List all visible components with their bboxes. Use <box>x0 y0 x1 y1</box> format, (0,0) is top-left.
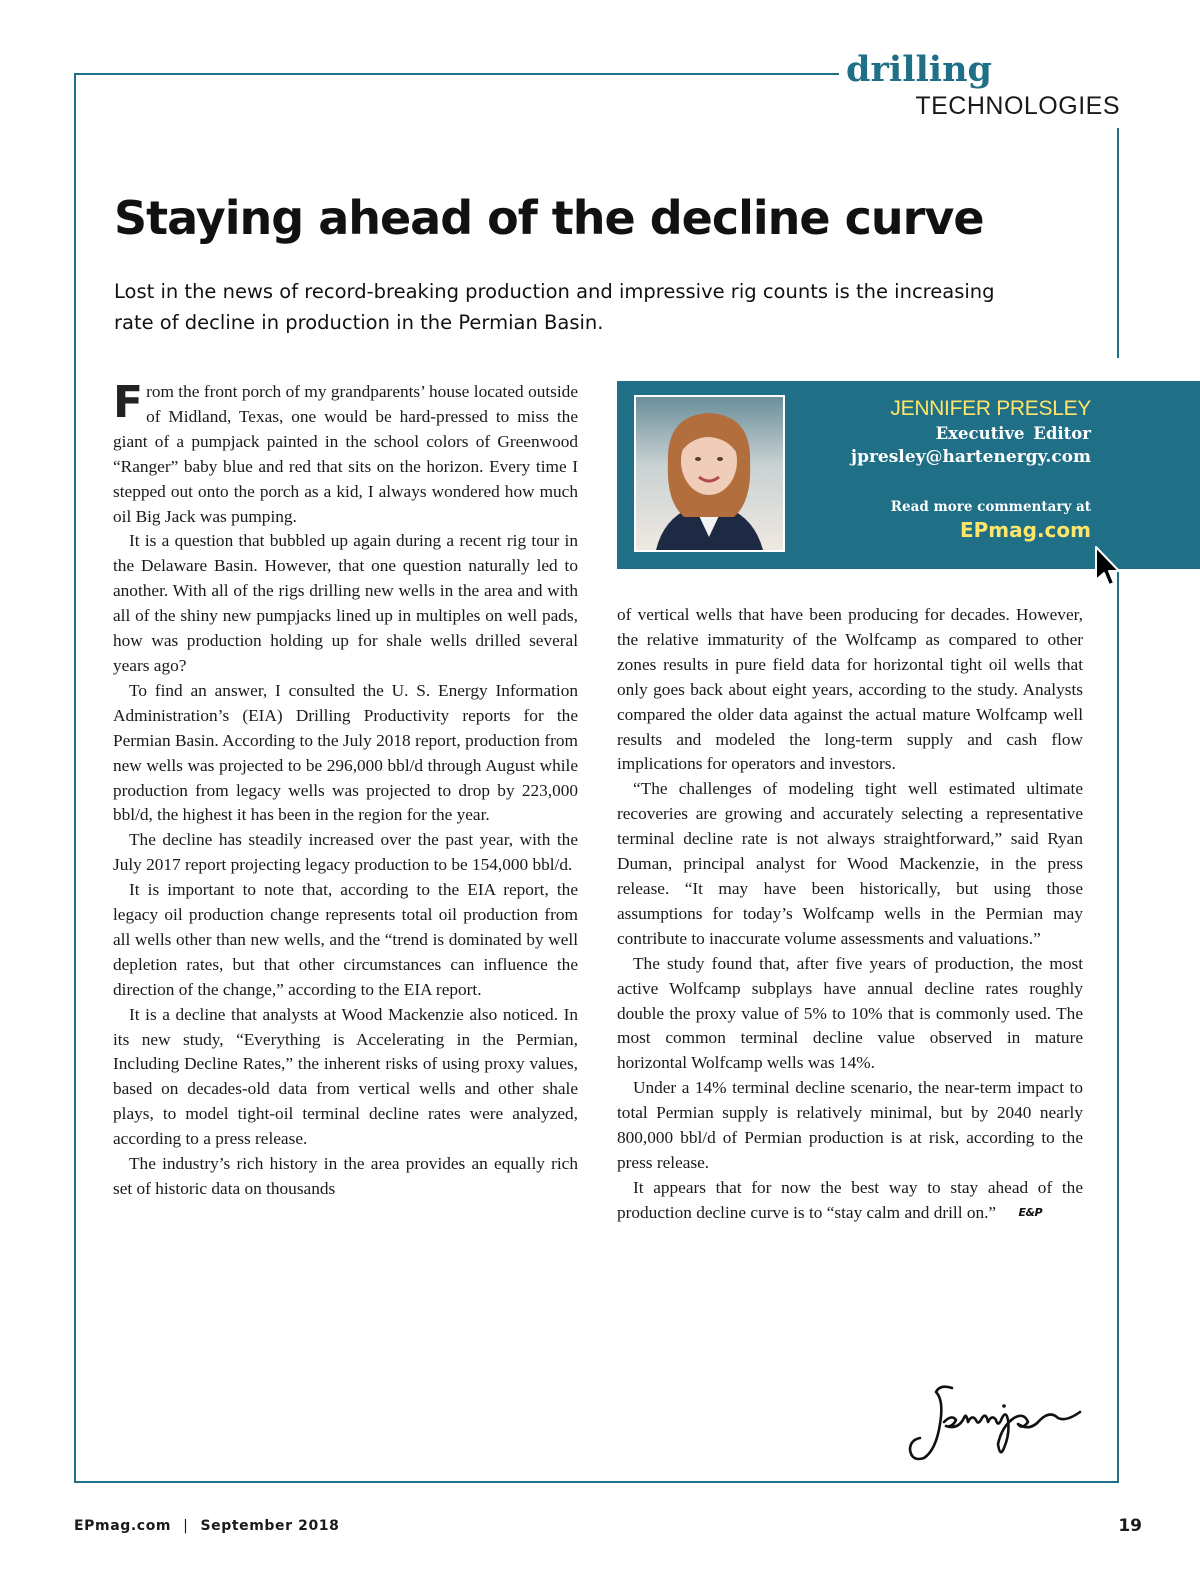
article-paragraph: From the front porch of my grandparents’ house located outside of Midland, Texas, one would be hard-pressed to miss the giant of a pumpjack painted in the school colors of Greenwood “Ranger” baby blue and red that sits on the horizon. Every time I stepped out onto the porch as a kid, I always wondered how much oil Big Jack was pumping. <box>113 377 578 526</box>
article-paragraph: of vertical wells that have been producing for decades. However, the relative immaturity of the Wolfcamp as compared to other zones results in pure field data for horizontal tight oil wells that only goes back about eight years, according to the study. Analysts compared the older data against the actual mature Wolfcamp well results and modeled the long-term supply and cash flow implications for operators and investors. <box>617 605 1083 774</box>
article-paragraph: The industry’s rich history in the area provides an equally rich set of historic data on thousands <box>113 1154 578 1198</box>
read-more-text: Read more commentary at <box>890 499 1091 515</box>
section-label: drilling <box>846 49 993 90</box>
frame-border-left <box>74 73 76 1483</box>
article-paragraph: “The challenges of modeling tight well estimated ultimate recoveries are growing and accurately selecting a representative terminal decline rate is not always straightforward,” said Ryan Duman, principal analyst for Wood Mackenzie, in the press release. “It may have been historically, but using those assumptions for today’s Wolfcamp wells in the Permian may contribute to inaccurate volume assessments and valuations.” <box>617 779 1083 948</box>
frame-border-right-lower <box>1117 572 1119 1483</box>
footer-publication <box>74 1518 339 1534</box>
author-photo <box>634 395 785 552</box>
esp-logo: E&P <box>1018 1205 1043 1219</box>
article-paragraph: It is a decline that analysts at Wood Mackenzie also noticed. In its new study, “Everything is Accelerating in the Permian, Including Decline Rates,” the inherent risks of using proxy values, based on decades-old data from vertical wells and other shale plays, to model tight-oil terminal decline rates were analyzed, according to a press release. <box>113 1004 578 1149</box>
article-paragraph: Under a 14% terminal decline scenario, the near-term impact to total Permian supply is relatively minimal, but by 2040 nearly 800,000 bbl/d of Permian production is at risk, according to the press release. <box>617 1078 1083 1172</box>
article-dek: Lost in the news of record-breaking production and impressive rig counts is the increasing rate of decline in production in the Permian Basin. <box>114 280 995 334</box>
page-number: 19 <box>1118 1516 1142 1536</box>
footer-site: EPmag.com <box>74 1518 172 1534</box>
article-headline: Staying ahead of the decline curve <box>114 191 984 245</box>
frame-border-top <box>74 73 839 75</box>
drop-cap: F <box>113 377 144 428</box>
section-sublabel: TECHNOLOGIES <box>915 92 1120 120</box>
article-column-left <box>113 377 578 1202</box>
site-link[interactable]: EPmag.com <box>959 518 1091 542</box>
author-title: Executive Editor <box>935 424 1091 443</box>
article-paragraph: It appears that for now the best way to stay ahead of the production decline curve is to “stay calm and drill on.” E&P <box>617 1176 1083 1226</box>
article-column-right <box>617 603 1083 1226</box>
frame-border-bottom <box>74 1481 1119 1483</box>
author-box <box>617 381 1200 569</box>
signature-image <box>900 1378 1090 1468</box>
author-portrait-icon <box>636 397 783 550</box>
footer-date: September 2018 <box>200 1518 340 1534</box>
author-email-link[interactable]: jpresley@hartenergy.com <box>850 447 1091 467</box>
mouse-pointer-icon <box>1092 544 1122 590</box>
article-paragraph: To find an answer, I consulted the U. S. Energy Information Administration’s (EIA) Drilling Productivity reports for the Permian Basin. According to the July 2018 report, production from new wells was projected to be 296,000 bbl/d through August while production from legacy wells was projected to drop by 223,000 bbl/d, the highest it has been in the region for the year. <box>113 680 578 825</box>
footer-separator: | <box>183 1518 189 1534</box>
article-paragraph: The study found that, after five years of production, the most active Wolfcamp subplays have annual decline rates roughly double the proxy value of 5% to 10% that is commonly used. The most common terminal decline value observed in mature horizontal Wolfcamp wells was 14%. <box>617 953 1083 1073</box>
article-paragraph: The decline has steadily increased over the past year, with the July 2017 report projecting legacy production to be 154,000 bbl/d. <box>113 830 578 875</box>
author-name: JENNIFER PRESLEY <box>890 397 1091 420</box>
article-paragraph: It is a question that bubbled up again during a recent rig tour in the Delaware Basin. However, that one question naturally led to another. With all of the rigs drilling new wells in the area and with all of the shiny new pumpjacks lined up in multiples on well pads, how was production holding up for shale wells drilled several years ago? <box>113 531 578 675</box>
frame-border-right-upper <box>1117 128 1119 358</box>
article-paragraph: It is important to note that, according to the EIA report, the legacy oil production change represents total oil production from all wells other than new wells, and the “trend is dominated by well depletion rates, but that other circumstances can influence the direction of the change,” according to the EIA report. <box>113 880 578 999</box>
